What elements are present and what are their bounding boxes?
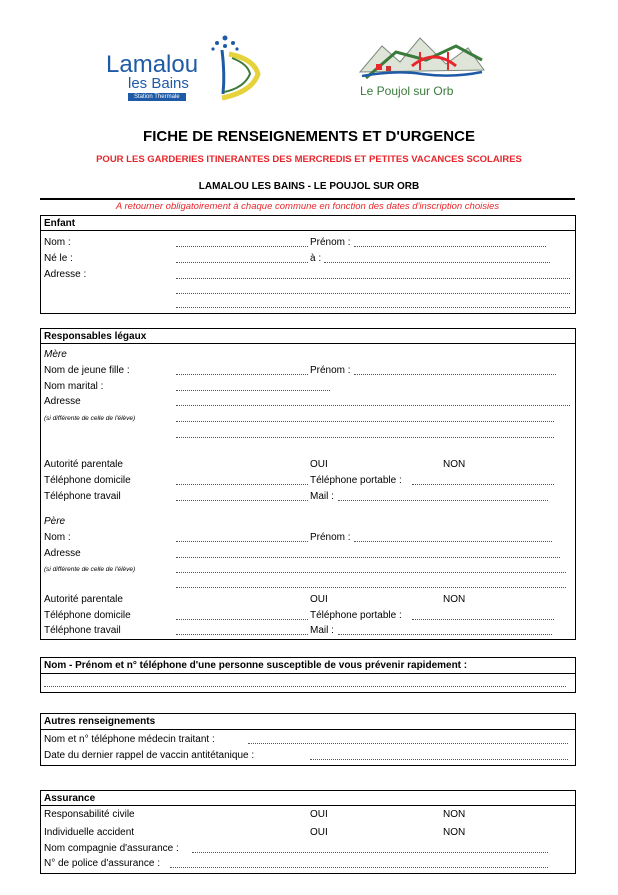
pere-adresse-label: Adresse (44, 548, 81, 559)
pere-nom-label: Nom : (44, 532, 71, 543)
mere-teldom-field[interactable] (176, 484, 308, 485)
medecin-label: Nom et n° téléphone médecin traitant : (44, 734, 215, 745)
mere-adresse-field-1[interactable] (176, 405, 570, 406)
pere-telport-label: Téléphone portable : (310, 610, 402, 621)
rc-oui[interactable]: OUI (310, 809, 328, 820)
mere-autorite-non[interactable]: NON (443, 459, 466, 470)
lamalou-logo (104, 34, 266, 104)
police-label: N° de police d'assurance : (44, 858, 160, 869)
enfant-ne-label: Né le : (44, 253, 73, 264)
autres-header: Autres renseignements (44, 716, 156, 727)
mere-mail-label: Mail : (310, 491, 334, 502)
mere-nommarital-label: Nom marital : (44, 381, 104, 392)
autres-header-rule (40, 729, 575, 730)
enfant-prenom-field[interactable] (354, 246, 546, 247)
lamalou-tagline: Station Thermale (128, 93, 186, 101)
page-title: FICHE DE RENSEIGNEMENTS ET D'URGENCE (143, 128, 475, 145)
rc-label: Responsabilité civile (44, 809, 135, 820)
enfant-ne-field[interactable] (176, 262, 308, 263)
pere-nom-field[interactable] (176, 541, 308, 542)
enfant-a-field[interactable] (324, 262, 550, 263)
mere-title: Mère (44, 349, 67, 360)
pere-adresse-note: (si différente de celle de l'élève) (44, 566, 136, 573)
pere-teldom-label: Téléphone domicile (44, 610, 131, 621)
pere-adresse-field-3[interactable] (176, 587, 566, 588)
responsables-header-rule (40, 343, 575, 344)
ia-oui[interactable]: OUI (310, 827, 328, 838)
pere-teltrav-label: Téléphone travail (44, 625, 121, 636)
poujol-logo (356, 30, 486, 102)
contact-header: Nom - Prénom et n° téléphone d'une personne susceptible de vous prévenir rapidement : (44, 660, 468, 671)
enfant-header-rule (40, 230, 575, 231)
enfant-prenom-label: Prénom : (310, 237, 351, 248)
mere-teltrav-field[interactable] (176, 500, 308, 501)
assurance-header: Assurance (44, 793, 96, 804)
vaccin-field[interactable] (310, 759, 568, 760)
pere-adresse-field-1[interactable] (176, 557, 560, 558)
pere-autorite-label: Autorité parentale (44, 594, 123, 605)
police-field[interactable] (170, 867, 548, 868)
lamalou-subname: les Bains (128, 75, 189, 92)
rc-non[interactable]: NON (443, 809, 466, 820)
enfant-adresse-field-2[interactable] (176, 293, 570, 294)
pere-teldom-field[interactable] (176, 619, 308, 620)
contact-header-rule (40, 673, 575, 674)
enfant-adresse-field-1[interactable] (176, 278, 570, 279)
mere-adresse-field-3[interactable] (176, 437, 554, 438)
mere-teldom-label: Téléphone domicile (44, 475, 131, 486)
ia-non[interactable]: NON (443, 827, 466, 838)
poujol-name: Le Poujol sur Orb (360, 84, 454, 98)
pere-mail-field[interactable] (338, 634, 552, 635)
mere-prenom-field[interactable] (354, 374, 556, 375)
mere-prenom-label: Prénom : (310, 365, 351, 376)
assurance-header-rule (40, 805, 575, 806)
mere-adresse-field-2[interactable] (176, 421, 554, 422)
enfant-adresse-label: Adresse : (44, 269, 87, 280)
mere-autorite-label: Autorité parentale (44, 459, 123, 470)
enfant-header: Enfant (44, 218, 76, 229)
pere-mail-label: Mail : (310, 625, 334, 636)
mere-telport-label: Téléphone portable : (310, 475, 402, 486)
notice-text: A retourner obligatoirement à chaque commune en fonction des dates d'inscription choisies (115, 201, 500, 212)
mere-adresse-note: (si différente de celle de l'élève) (44, 415, 136, 422)
pere-prenom-label: Prénom : (310, 532, 351, 543)
mere-mail-field[interactable] (338, 500, 548, 501)
pere-title: Père (44, 516, 66, 527)
pere-autorite-non[interactable]: NON (443, 594, 466, 605)
mere-autorite-oui[interactable]: OUI (310, 459, 328, 470)
vaccin-label: Date du dernier rappel de vaccin antitétanique : (44, 750, 255, 761)
compagnie-label: Nom compagnie d'assurance : (44, 843, 179, 854)
lamalou-name: Lamalou (106, 51, 199, 78)
notice-top-rule (40, 198, 575, 200)
pere-adresse-field-2[interactable] (176, 572, 566, 573)
pere-autorite-oui[interactable]: OUI (310, 594, 328, 605)
pere-prenom-field[interactable] (354, 541, 552, 542)
ia-label: Individuelle accident (44, 827, 135, 838)
responsables-header: Responsables légaux (44, 331, 147, 342)
bridge-landscape-icon (356, 30, 486, 82)
enfant-adresse-field-3[interactable] (176, 307, 570, 308)
mere-nommarital-field[interactable] (176, 390, 330, 391)
page-subtitle: POUR LES GARDERIES ITINERANTES DES MERCREDIS ET PETITES VACANCES SCOLAIRES (96, 154, 522, 165)
mere-nomjf-field[interactable] (176, 374, 308, 375)
enfant-a-label: à : (310, 253, 322, 264)
pere-teltrav-field[interactable] (176, 634, 308, 635)
mere-nomjf-label: Nom de jeune fille : (44, 365, 130, 376)
communes-line: LAMALOU LES BAINS - LE POUJOL SUR ORB (198, 181, 420, 192)
mere-adresse-label: Adresse (44, 396, 81, 407)
pere-telport-field[interactable] (412, 619, 554, 620)
enfant-nom-label: Nom : (44, 237, 71, 248)
contact-field[interactable] (44, 686, 566, 687)
mere-teltrav-label: Téléphone travail (44, 491, 121, 502)
mere-telport-field[interactable] (412, 484, 554, 485)
medecin-field[interactable] (248, 743, 568, 744)
enfant-nom-field[interactable] (176, 246, 308, 247)
compagnie-field[interactable] (192, 852, 548, 853)
